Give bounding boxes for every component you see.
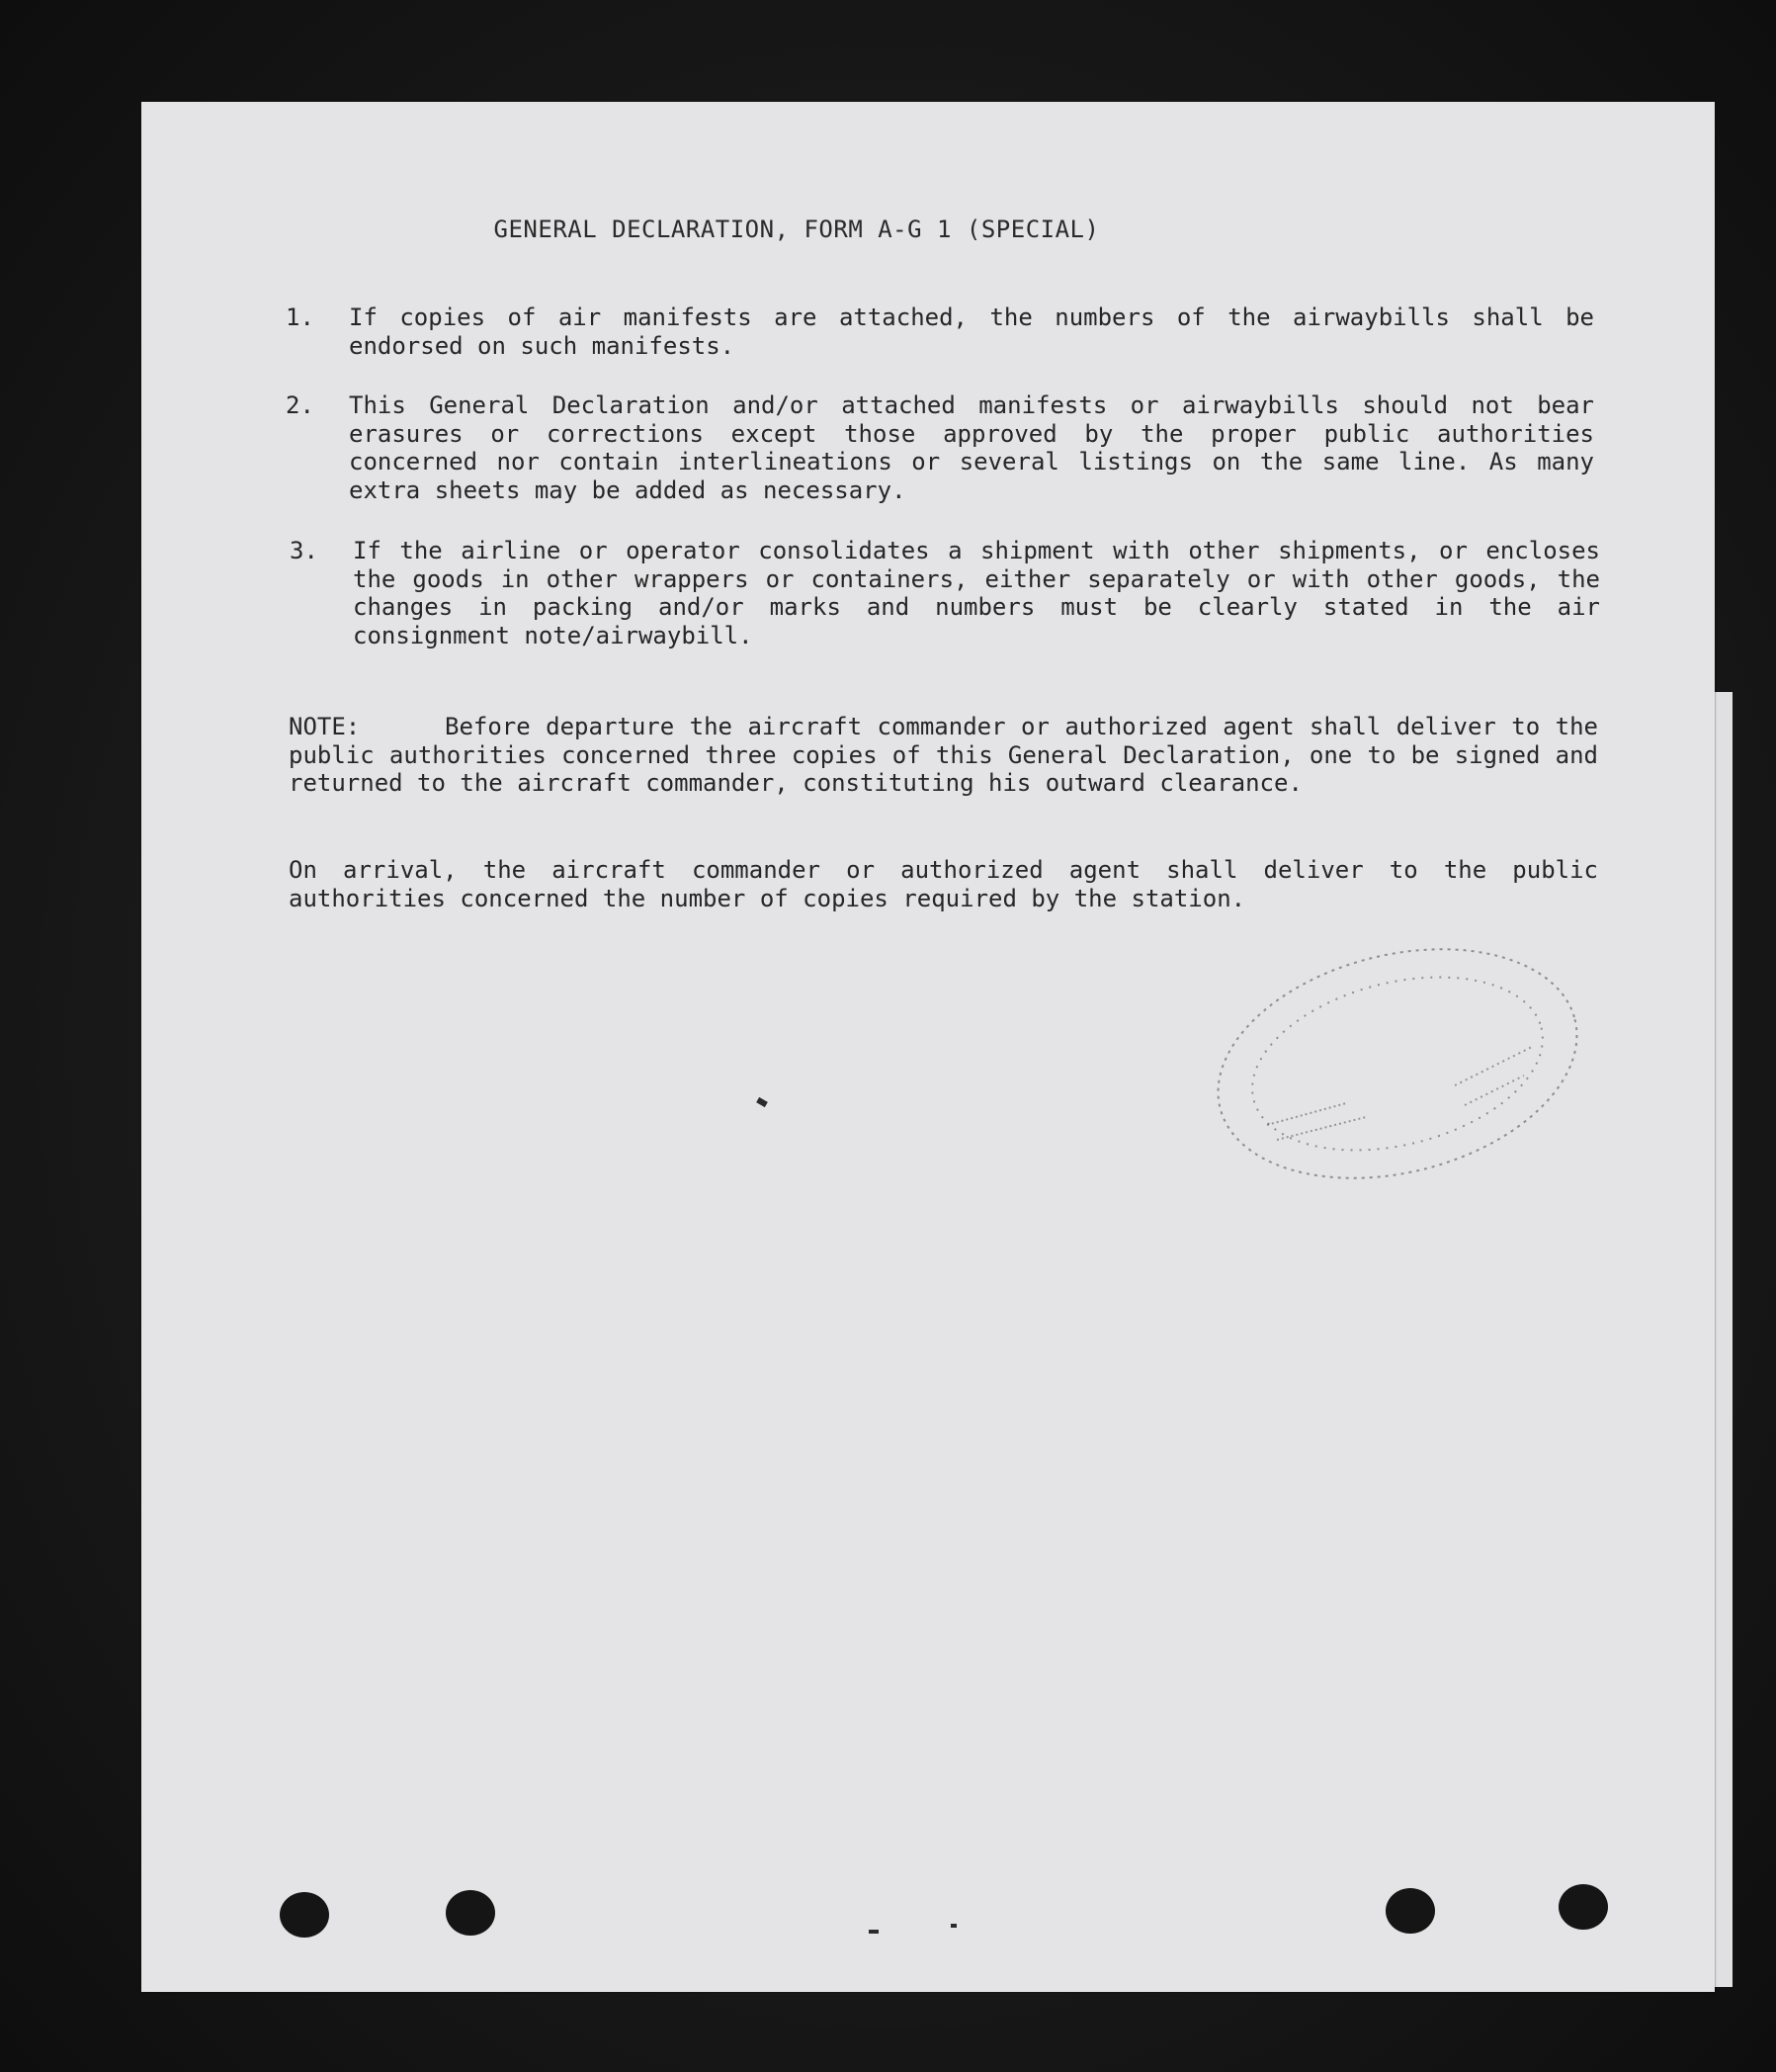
ink-speck <box>869 1930 879 1934</box>
list-item-2 <box>286 391 1594 504</box>
punch-hole <box>280 1892 329 1938</box>
page-edge <box>1715 692 1733 1987</box>
ink-speck <box>951 1924 957 1928</box>
punch-hole <box>446 1890 495 1936</box>
list-item-text: If copies of air manifests are attached, the numbers of the airwaybills shall be endorsed on such manifests. <box>349 303 1594 360</box>
punch-hole <box>1559 1884 1608 1930</box>
note-paragraph <box>289 713 1598 798</box>
note-text: Before departure the aircraft commander or authorized agent shall deliver to the public authorities concerned three copies of this General Declaration, one to be signed and returned to the aircraft commander, constituting his outward clearance. <box>289 713 1598 797</box>
list-item-number: 1. <box>286 303 314 331</box>
list-item-text: This General Declaration and/or attached manifests or airwaybills should not bear erasures or corrections except those approved by the proper public authorities concerned nor contain interlineations or several listings on the same line. As many extra sheets may be added as necessary. <box>349 391 1594 504</box>
list-item-3 <box>290 537 1600 649</box>
document-title: GENERAL DECLARATION, FORM A-G 1 (SPECIAL) <box>493 216 1100 243</box>
list-item-text: If the airline or operator consolidates a shipment with other shipments, or encloses the goods in other wrappers or containers, either separately or with other goods, the changes in packing and/or marks and numbers must be clearly stated in the air consignment note/airwaybill. <box>353 537 1600 649</box>
list-item-1 <box>286 303 1594 360</box>
punch-hole <box>1386 1888 1435 1934</box>
stamp-mark <box>1208 937 1588 1194</box>
note-label: NOTE: <box>289 713 361 740</box>
list-item-number: 2. <box>286 391 314 419</box>
arrival-paragraph: On arrival, the aircraft commander or authorized agent shall deliver to the public authorities concerned the number of copies required by the station. <box>289 856 1598 912</box>
list-item-number: 3. <box>290 537 318 564</box>
